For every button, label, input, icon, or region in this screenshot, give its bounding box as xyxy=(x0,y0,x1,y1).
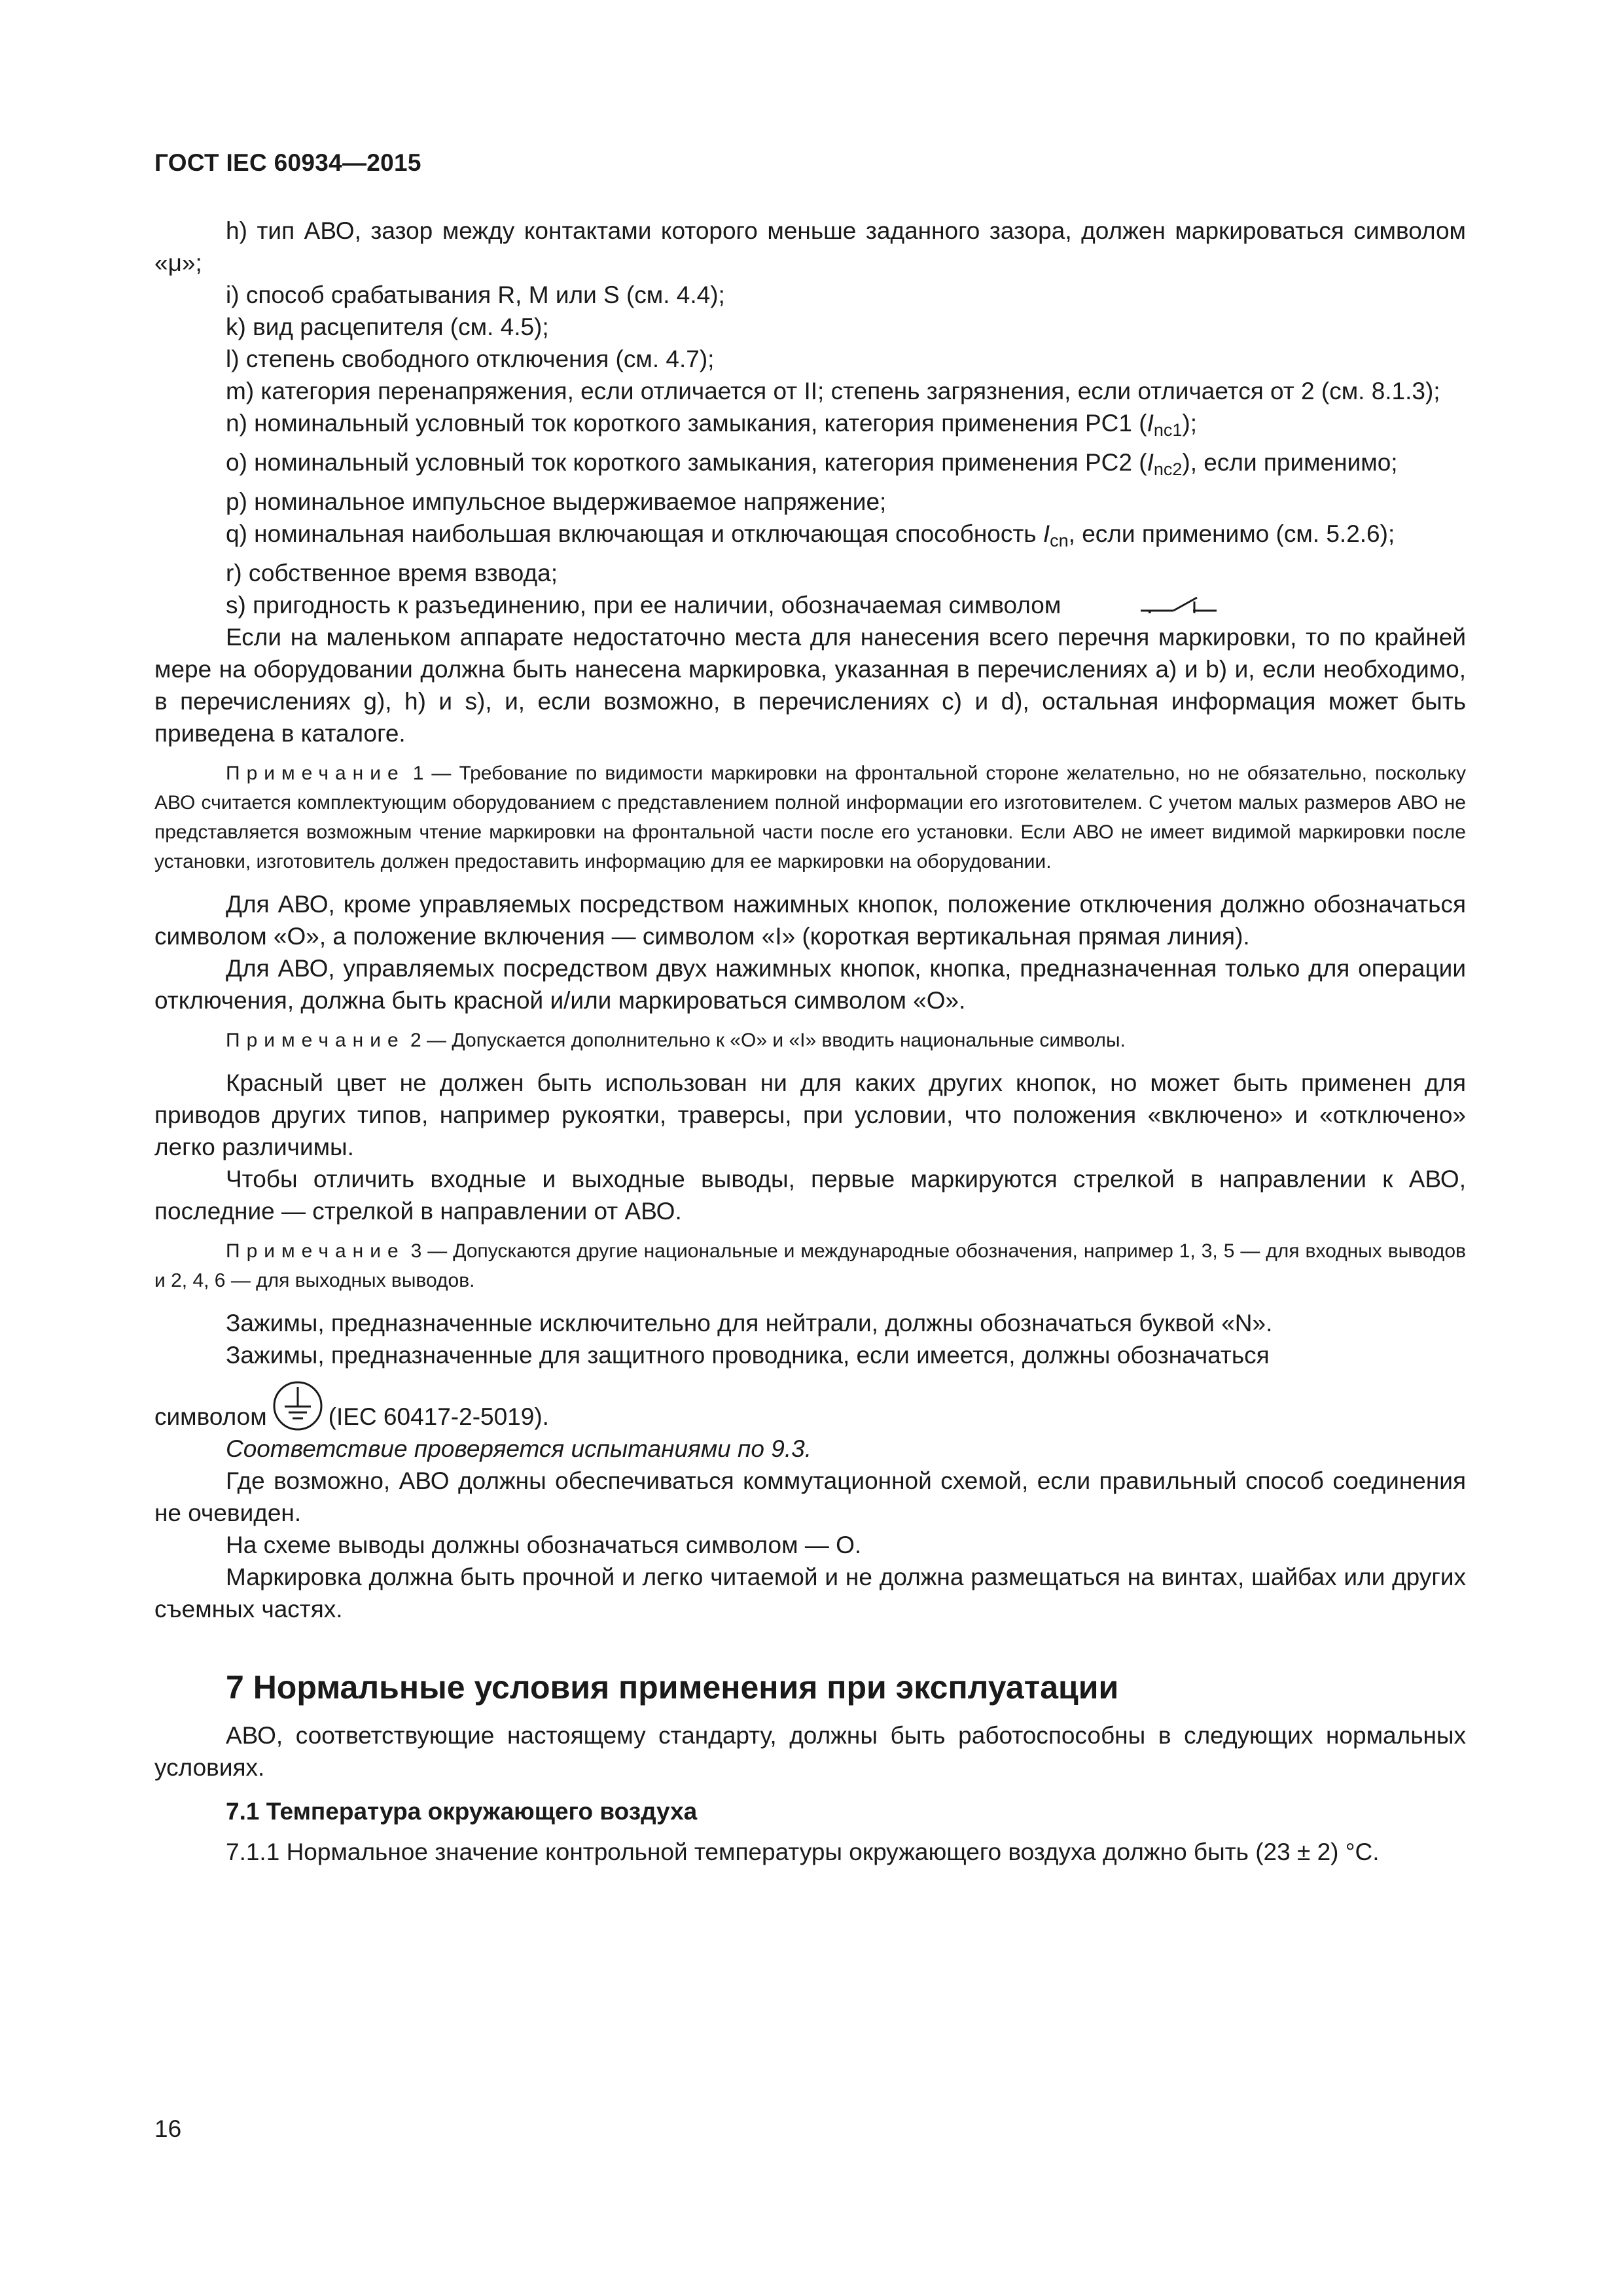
paragraph-two-buttons: Для АВО, управляемых посредством двух нажимных кнопок, кнопка, предназначенная только для операции отключения, должна быть красной и/или маркироваться символом «O». xyxy=(154,955,1466,1014)
list-item-i: i) способ срабатывания R, M или S (см. 4.4); xyxy=(226,281,725,308)
paragraph-7-1-1: 7.1.1 Нормальное значение контрольной температуры окружающего воздуха должно быть (23 ± 2) °C. xyxy=(226,1839,1380,1865)
current-subscript: cn xyxy=(1050,531,1069,550)
paragraph-small-device: Если на маленьком аппарате недостаточно места для нанесения всего перечня маркировки, то по крайней мере на оборудовании должна быть нанесена маркировка, указанная в перечислениях a) и b) и, если необходимо, в перечислениях g), h) и s), и, если возможно, в перечислениях c) и d), остальная информация может быть приведена в каталоге. xyxy=(154,624,1466,747)
current-subscript: nc2 xyxy=(1153,459,1183,479)
section-7-title: 7 Нормальные условия применения при эксплуатации xyxy=(226,1669,1119,1706)
page-number: 16 xyxy=(154,2115,182,2142)
list-item-q xyxy=(154,518,1466,557)
list-item-o-text: o) номинальный условный ток короткого замыкания, категория применения PC2 ( xyxy=(226,449,1147,476)
document-page xyxy=(154,149,1466,1868)
current-symbol: I xyxy=(1147,449,1154,476)
paragraph-pe: Зажимы, предназначенные для защитного проводника, если имеется, должны обозначаться xyxy=(226,1342,1270,1369)
list-item-o-end: ), если применимо; xyxy=(1182,449,1398,476)
list-item-s-end: . xyxy=(1146,592,1153,619)
paragraph-diagram: Где возможно, АВО должны обеспечиваться коммутационной схемой, если правильный способ соединения не очевиден. xyxy=(154,1467,1466,1526)
note-1 xyxy=(154,759,1466,876)
note-2-label: Примечание xyxy=(226,1030,405,1051)
paragraph-arrows: Чтобы отличить входные и выходные выводы, первые маркируются стрелкой в направлении к АВО, последние — стрелкой в направлении от АВО. xyxy=(154,1166,1466,1225)
current-subscript: nc1 xyxy=(1153,420,1183,440)
paragraph-red: Красный цвет не должен быть использован ни для каких других кнопок, но может быть применен для приводов других типов, например рукоятки, траверсы, при условии, что положения «включено» и «отключено» легко различимы. xyxy=(154,1069,1466,1160)
note-3-number: 3 — xyxy=(404,1240,454,1262)
note-1-text: Требование по видимости маркировки на фронтальной стороне желательно, но не обязательно, поскольку АВО считается комплектующим оборудованием с представлением полной информации его изготовителем. С учетом малых размеров АВО не представляется возможным чтение маркировки на фронтальной части после его установки. Если АВО не имеет видимой маркировки после установки, изготовитель должен предоставить информацию для ее маркировки на оборудовании. xyxy=(154,762,1466,872)
current-symbol: I xyxy=(1147,410,1154,437)
current-symbol: I xyxy=(1043,520,1050,547)
paragraph-pe-symbol xyxy=(154,1379,1466,1433)
note-3-text: Допускаются другие национальные и международные обозначения, например 1, 3, 5 — для входных выводов и 2, 4, 6 — для выходных выводов. xyxy=(154,1240,1466,1291)
list-item-r: r) собственное время взвода; xyxy=(226,560,558,586)
paragraph-compliance: Соответствие проверяется испытаниями по 9.3. xyxy=(226,1435,812,1462)
list-item-k: k) вид расцепителя (см. 4.5); xyxy=(226,314,549,340)
protective-earth-icon xyxy=(271,1379,325,1433)
note-1-label: Примечание xyxy=(226,762,405,784)
paragraph-diagram-terms: На схеме выводы должны обозначаться символом — O. xyxy=(226,1532,862,1558)
pe-symbol-word: символом xyxy=(154,1403,267,1430)
list-item-n-end: ); xyxy=(1182,410,1197,437)
note-3-label: Примечание xyxy=(226,1240,405,1262)
list-item-m: m) категория перенапряжения, если отличается от II; степень загрязнения, если отличается от 2 (см. 8.1.3); xyxy=(226,378,1440,404)
list-item-s-text: s) пригодность к разъединению, при ее наличии, обозначаемая символом xyxy=(226,592,1061,619)
pe-symbol-reference: (IEC 60417-2-5019). xyxy=(328,1403,549,1430)
list-item-h: h) тип АВО, зазор между контактами которого меньше заданного зазора, должен маркироваться символом «μ»; xyxy=(154,217,1466,276)
list-item-o xyxy=(154,446,1466,486)
list-item-n-text: n) номинальный условный ток короткого замыкания, категория применения PC1 ( xyxy=(226,410,1147,437)
list-item-l: l) степень свободного отключения (см. 4.7); xyxy=(226,346,715,372)
paragraph-off-on: Для АВО, кроме управляемых посредством нажимных кнопок, положение отключения должно обозначаться символом «O», а положение включения — символом «I» (короткая вертикальная прямая линия). xyxy=(154,891,1466,950)
note-2-number: 2 — xyxy=(404,1030,452,1051)
list-item-q-text: q) номинальная наибольшая включающая и отключающая способность xyxy=(226,520,1043,547)
list-item-p: p) номинальное импульсное выдерживаемое напряжение; xyxy=(226,488,887,515)
list-item-s xyxy=(154,589,1466,621)
paragraph-durable: Маркировка должна быть прочной и легко читаемой и не должна размещаться на винтах, шайбах или других съемных частях. xyxy=(154,1564,1466,1623)
isolation-symbol-icon xyxy=(1068,590,1147,613)
list-item-q-end: , если применимо (см. 5.2.6); xyxy=(1068,520,1395,547)
section-7-intro: АВО, соответствующие настоящему стандарту, должны быть работоспособны в следующих нормальных условиях. xyxy=(154,1722,1466,1781)
list-item-n xyxy=(154,407,1466,446)
note-2-text: Допускается дополнительно к «O» и «I» вводить национальные символы. xyxy=(452,1030,1126,1051)
note-3 xyxy=(154,1236,1466,1295)
note-1-number: 1 — xyxy=(404,762,459,784)
paragraph-neutral: Зажимы, предназначенные исключительно для нейтрали, должны обозначаться буквой «N». xyxy=(226,1310,1273,1336)
note-2 xyxy=(154,1026,1466,1055)
document-header: ГОСТ IEC 60934—2015 xyxy=(154,149,421,176)
section-7-1-title: 7.1 Температура окружающего воздуха xyxy=(226,1798,698,1825)
